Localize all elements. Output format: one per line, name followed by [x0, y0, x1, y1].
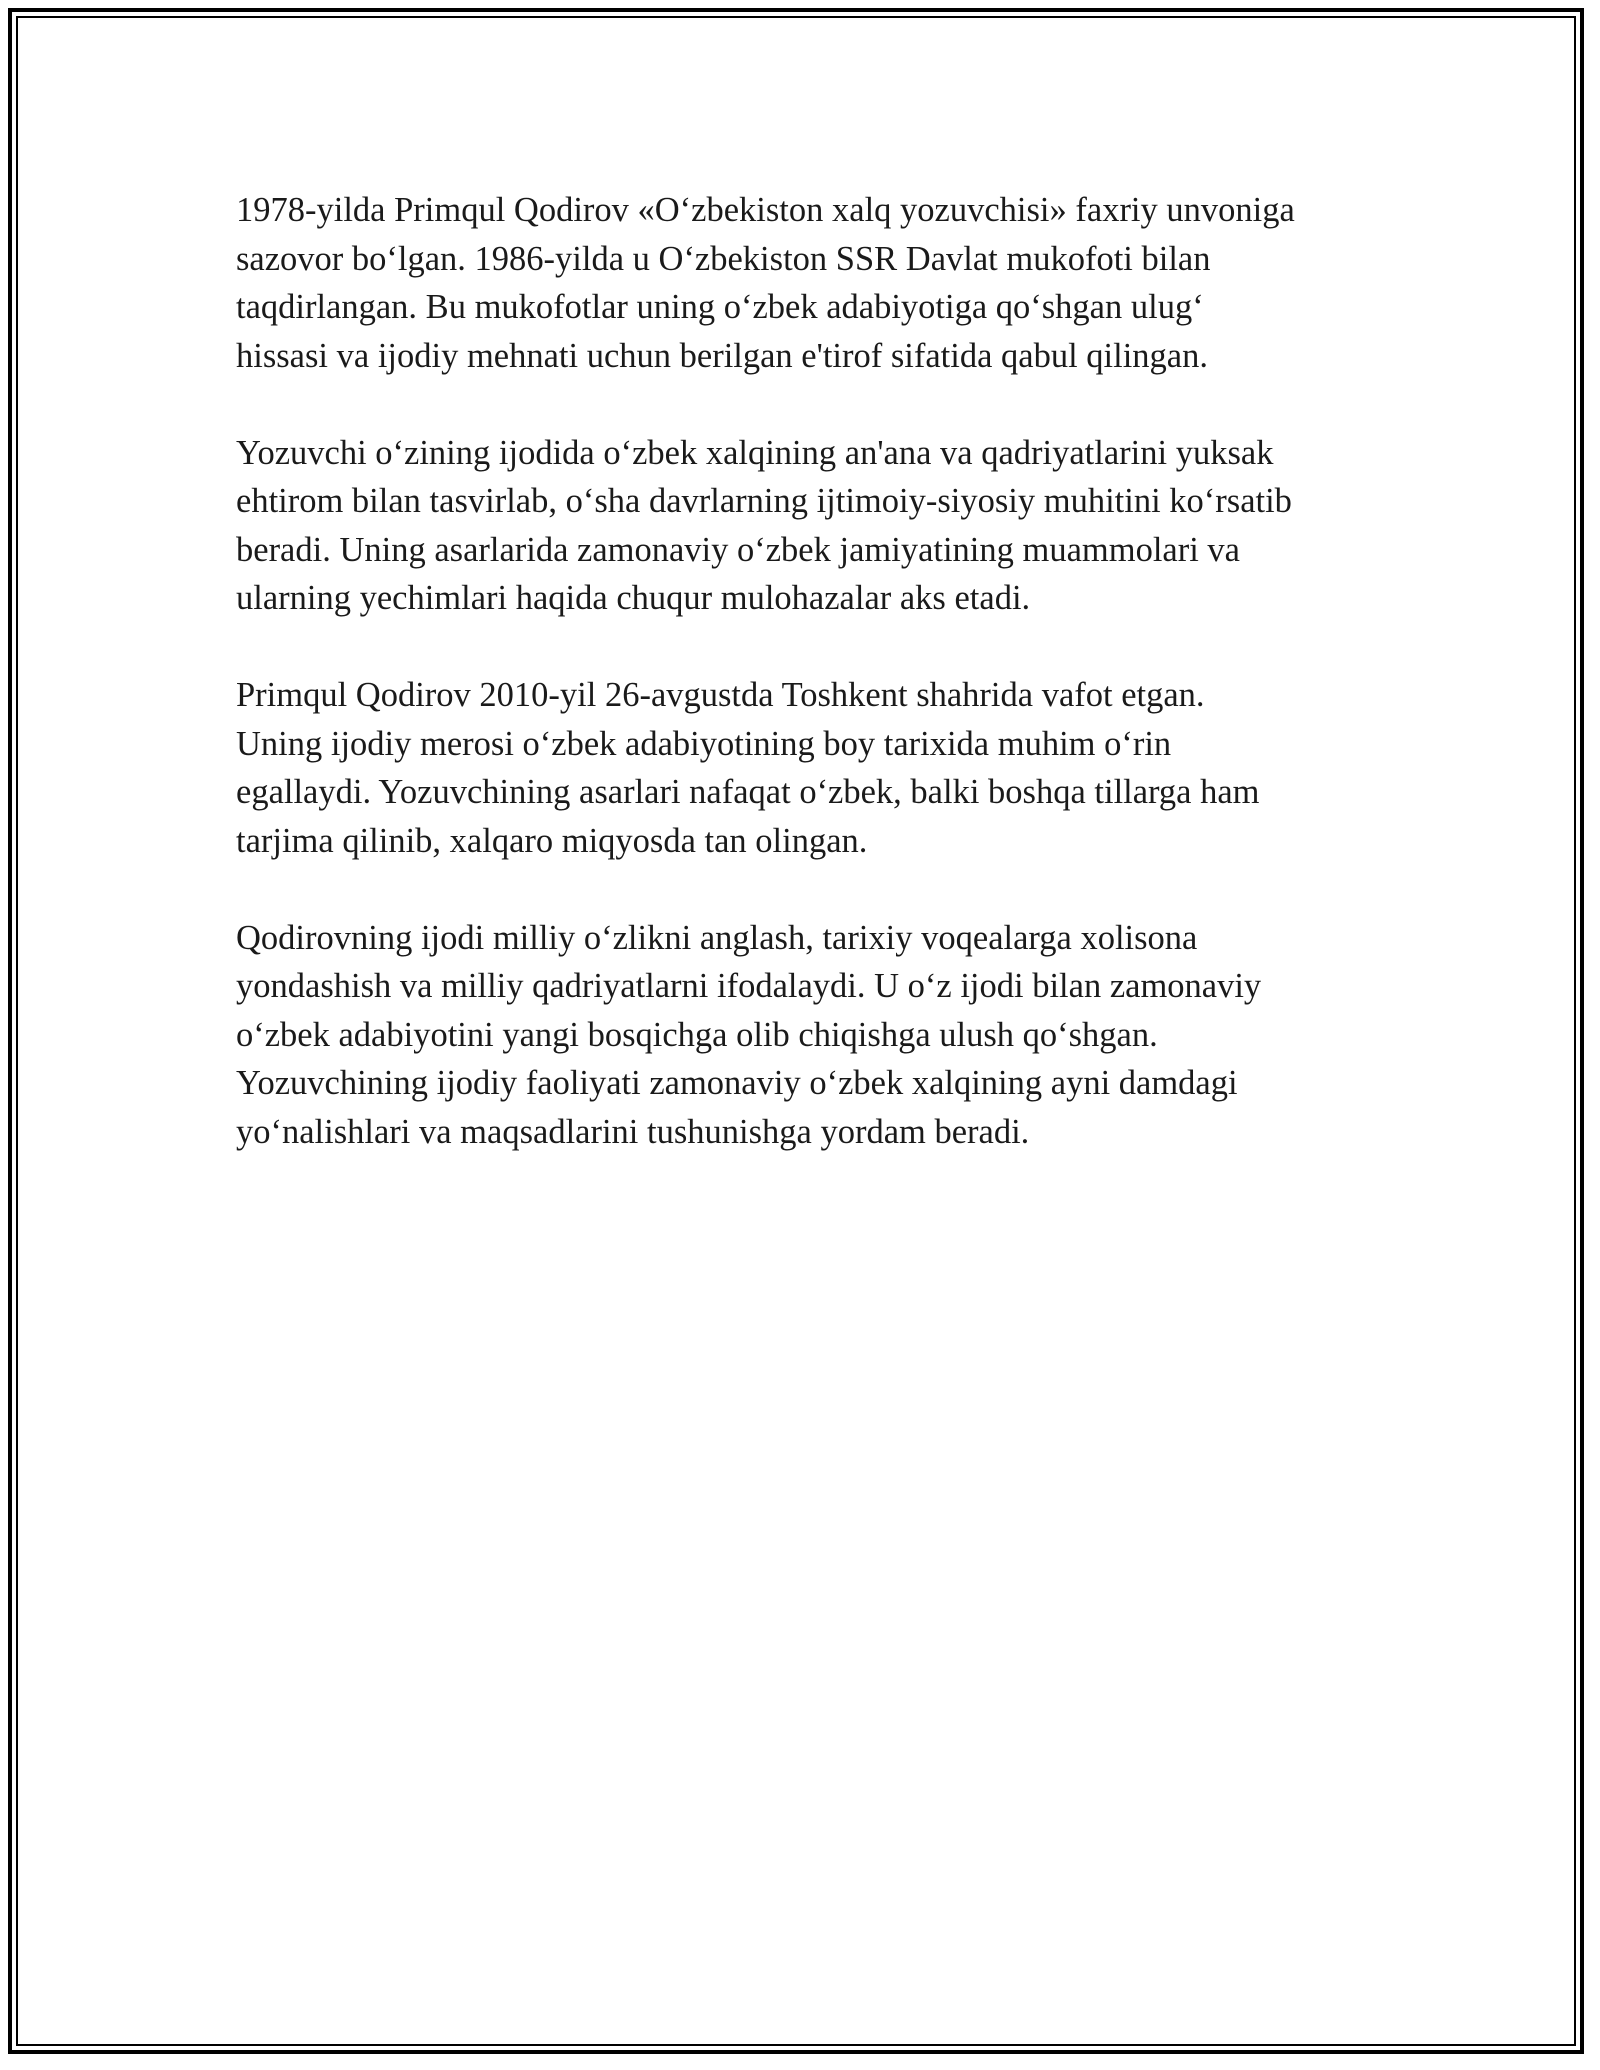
- paragraph-3: [236, 671, 1396, 865]
- text-line: Primqul Qodirov 2010-yil 26-avgustda Toshkent shahrida vafot etgan.: [236, 676, 1205, 714]
- text-line: sazovor bo‘lgan. 1986-yilda u O‘zbekiston SSR Davlat mukofoti bilan: [236, 239, 1211, 278]
- paragraph-4: [236, 914, 1396, 1157]
- text-line: Qodirovning ijodi milliy o‘zlikni anglash, tarixiy voqealarga xolisona: [236, 918, 1198, 957]
- text-line: ehtirom bilan tasvirlab, o‘sha davrlarning ijtimoiy-siyosiy muhitini ko‘rsatib: [236, 482, 1292, 520]
- text-line: Yozuvchining ijodiy faoliyati zamonaviy o‘zbek xalqining ayni damdagi: [236, 1064, 1238, 1102]
- text-line: taqdirlangan. Bu mukofotlar uning o‘zbek adabiyotiga qo‘shgan ulug‘: [236, 288, 1204, 326]
- document-body: [236, 186, 1396, 1205]
- text-line: 1978-yilda Primqul Qodirov «O‘zbekiston xalq yozuvchisi» faxriy unvoniga: [236, 191, 1295, 229]
- text-line: beradi. Uning asarlarida zamonaviy o‘zbek jamiyatining muammolari va: [236, 530, 1240, 569]
- text-line: Yozuvchi o‘zining ijodida o‘zbek xalqining an'ana va qadriyatlarini yuksak: [236, 433, 1274, 472]
- text-line: ularning yechimlari haqida chuqur mulohazalar aks etadi.: [236, 579, 1031, 617]
- paragraph-2: [236, 429, 1396, 623]
- text-line: egallaydi. Yozuvchining asarlari nafaqat o‘zbek, balki boshqa tillarga ham: [236, 773, 1260, 811]
- paragraph-1: [236, 186, 1396, 380]
- text-line: o‘zbek adabiyotini yangi bosqichga olib chiqishga ulush qo‘shgan.: [236, 1015, 1158, 1054]
- text-line: hissasi va ijodiy mehnati uchun berilgan e'tirof sifatida qabul qilingan.: [236, 336, 1208, 375]
- text-line: Uning ijodiy merosi o‘zbek adabiyotining boy tarixida muhim o‘rin: [236, 724, 1172, 763]
- text-line: yo‘nalishlari va maqsadlarini tushunishga yordam beradi.: [236, 1112, 1030, 1151]
- text-line: yondashish va milliy qadriyatlarni ifodalaydi. U o‘z ijodi bilan zamonaviy: [236, 967, 1262, 1005]
- text-line: tarjima qilinib, xalqaro miqyosda tan olingan.: [236, 821, 868, 860]
